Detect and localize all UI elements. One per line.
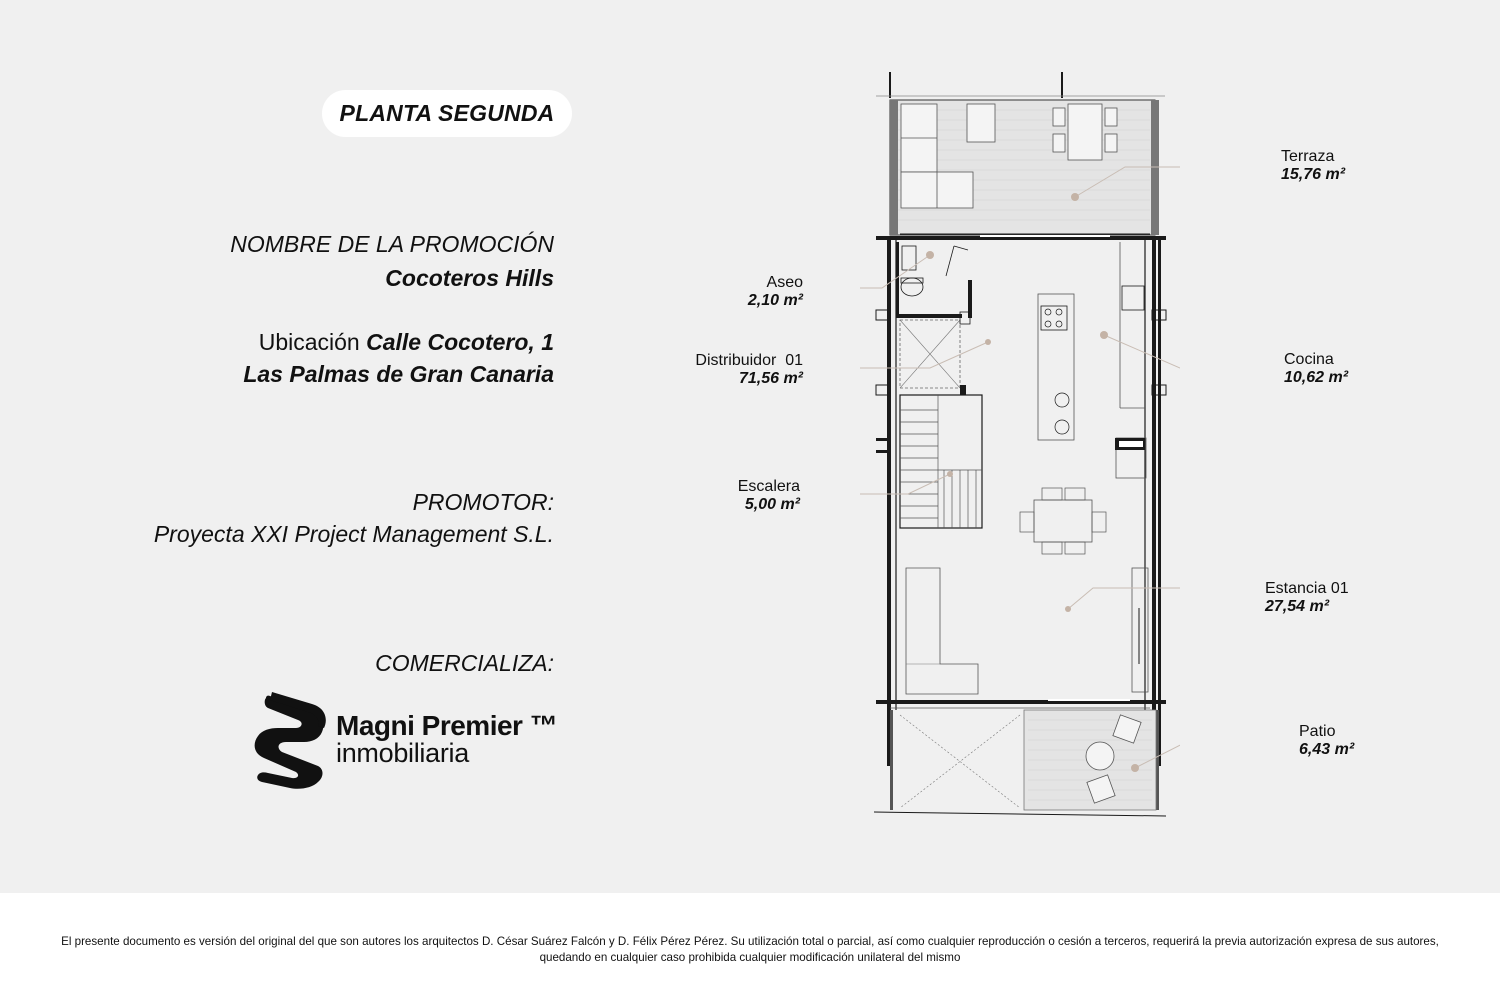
room-name: Distribuidor 01 — [695, 352, 803, 369]
address-line1: Calle Cocotero, 1 — [366, 329, 554, 355]
room-label-cocina — [1284, 351, 1348, 387]
brand-name: Magni Premier ™ — [336, 710, 558, 741]
room-area: 5,00 m² — [744, 496, 800, 513]
room-area: 15,76 m² — [1281, 166, 1346, 183]
room-label-escalera — [738, 478, 800, 514]
magni-s-logo-icon — [252, 692, 327, 792]
room-label-patio — [1299, 723, 1354, 759]
promoter-label: PROMOTOR: — [412, 489, 554, 515]
promoter-name: Proyecta XXI Project Management S.L. — [153, 521, 554, 547]
room-name: Cocina — [1284, 351, 1334, 368]
brand-subtitle: inmobiliaria — [336, 738, 469, 768]
room-name: Terraza — [1281, 148, 1335, 165]
room-name: Escalera — [737, 478, 800, 495]
room-name: Estancia 01 — [1265, 580, 1349, 597]
room-label-distribuidor — [695, 352, 803, 388]
room-name: Patio — [1299, 723, 1336, 740]
marketer-label: COMERCIALIZA: — [375, 650, 554, 676]
location-label: Ubicación — [258, 329, 367, 355]
room-area: 71,56 m² — [738, 370, 803, 387]
room-label-aseo — [748, 274, 803, 310]
room-label-estancia — [1265, 580, 1349, 616]
room-area: 27,54 m² — [1265, 598, 1330, 615]
room-area: 6,43 m² — [1299, 741, 1355, 758]
promotion-label: NOMBRE DE LA PROMOCIÓN — [230, 231, 554, 257]
floor-plan — [860, 60, 1180, 830]
legal-disclaimer: El presente documento es versión del original del que son autores los arquitectos D. César Suárez Falcón y D. Félix Pérez Pérez. Su utilización total o parcial, así como cualquier reproducción o cesión a terceros, requerirá la previa autorización expresa de sus autores, quedando en cualquier caso prohibida cualquier modificación unilateral del mismo — [61, 935, 1439, 964]
location-line — [259, 329, 554, 356]
promotion-name: Cocoteros Hills — [385, 265, 554, 291]
floor-title-badge — [322, 90, 572, 137]
address-line2: Las Palmas de Gran Canaria — [243, 361, 554, 387]
room-name: Aseo — [766, 274, 803, 291]
room-area: 2,10 m² — [747, 292, 803, 309]
floor-title: PLANTA SEGUNDA — [339, 100, 555, 126]
room-area: 10,62 m² — [1284, 369, 1349, 386]
room-label-terraza — [1281, 148, 1345, 184]
